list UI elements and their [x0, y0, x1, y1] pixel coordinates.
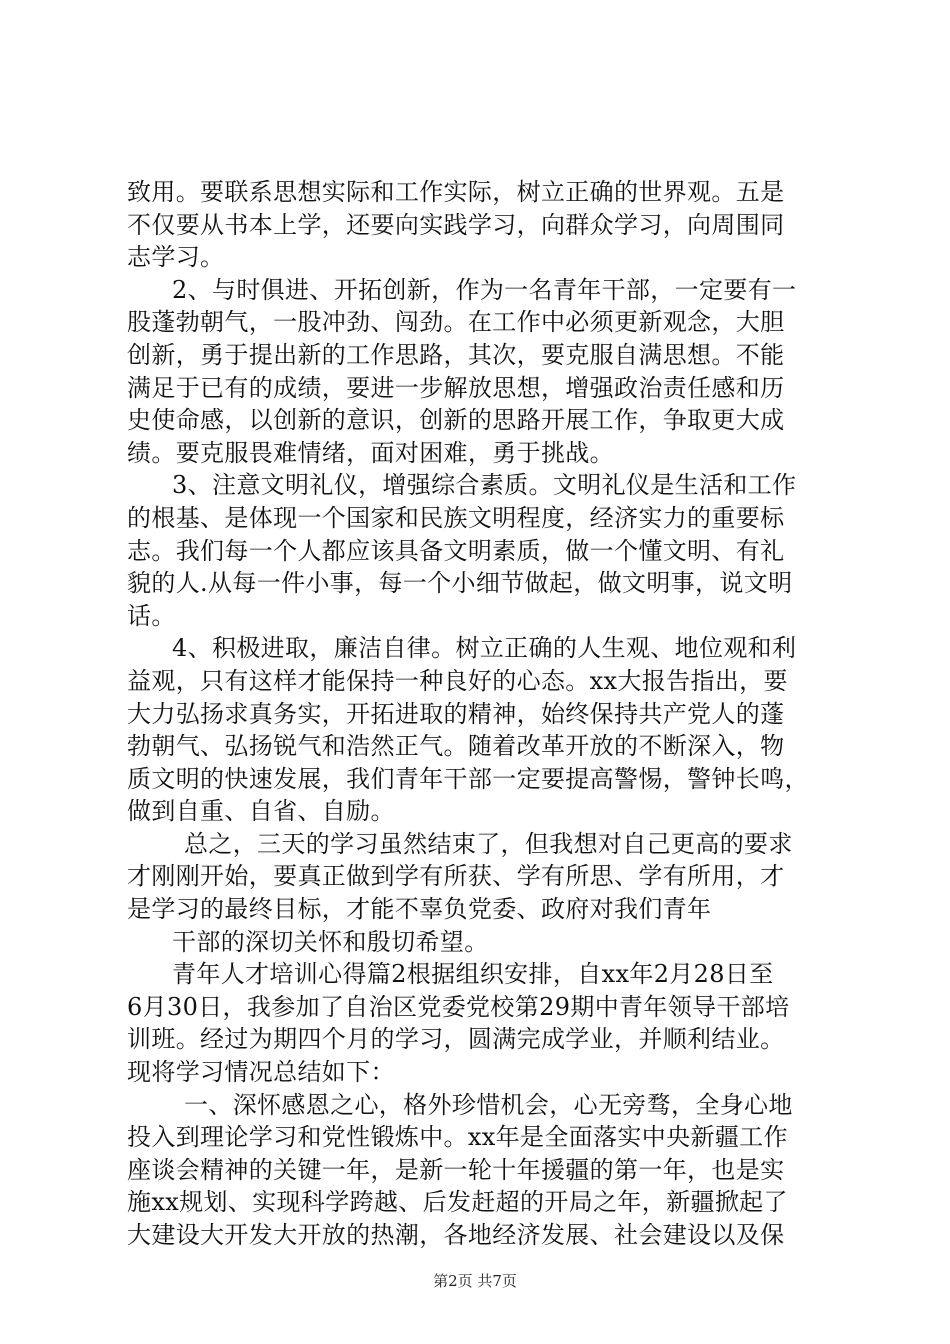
text-line: 训班。经过为期四个月的学习，圆满完成学业，并顺利结业。 — [127, 1025, 785, 1054]
text-line: 史使命感，以创新的意识，创新的思路开展工作，争取更大成 — [127, 406, 785, 435]
text-line: 创新，勇于提出新的工作思路，其次，要克服自满思想。不能 — [127, 340, 785, 369]
text-line: 才刚刚开始，要真正做到学有所获、学有所思、学有所用，才 — [127, 862, 785, 891]
text-line: 股蓬勃朝气，一股冲劲、闯劲。在工作中必须更新观念，大胆 — [127, 308, 785, 337]
text-line: 质文明的快速发展，我们青年干部一定要提高警惕，警钟长鸣， — [127, 764, 809, 793]
text-line: 座谈会精神的关键一年，是新一轮十年援疆的第一年，也是实 — [127, 1155, 785, 1184]
text-line: 致用。要联系思想实际和工作实际，树立正确的世界观。五是 — [127, 178, 785, 206]
text-line: 大建设大开发大开放的热潮，各地经济发展、社会建设以及保 — [127, 1221, 785, 1249]
text-line: 青年人才培训心得篇2根据组织安排，自xx年2月28日至 — [172, 960, 774, 989]
text-line: 一、深怀感恩之心，格外珍惜机会，心无旁骛，全身心地 — [184, 1090, 793, 1119]
text-line: 6月30日，我参加了自治区党委党校第29期中青年领导干部培 — [127, 992, 790, 1021]
text-line: 满足于已有的成绩，要进一步解放思想，增强政治责任感和历 — [127, 373, 785, 402]
text-line: 貌的人.从每一件小事，每一个小细节做起，做文明事，说文明 — [127, 569, 793, 598]
text-line: 志学习。 — [127, 243, 225, 272]
text-line: 是学习的最终目标，才能不辜负党委、政府对我们青年 — [127, 895, 712, 924]
text-line: 施xx规划、实现科学跨越、后发赶超的开局之年，新疆掀起了 — [127, 1188, 788, 1217]
text-line: 4、积极进取，廉洁自律。树立正确的人生观、地位观和利 — [172, 634, 797, 663]
text-line: 干部的深切关怀和殷切希望。 — [172, 927, 489, 956]
text-line: 大力弘扬求真务实，开拓进取的精神，始终保持共产党人的蓬 — [127, 699, 785, 728]
page-number-footer: 第2页 共7页 — [433, 1272, 517, 1290]
text-line: 勃朝气、弘扬锐气和浩然正气。随着改革开放的不断深入，物 — [127, 732, 785, 761]
document-body — [127, 176, 827, 1252]
text-line: 绩。要克服畏难情绪，面对困难，勇于挑战。 — [127, 438, 614, 467]
text-line: 不仅要从书本上学，还要向实践学习，向群众学习，向周围同 — [127, 210, 785, 239]
text-line: 的根基、是体现一个国家和民族文明程度，经济实力的重要标 — [127, 503, 785, 532]
text-line: 话。 — [127, 601, 176, 630]
text-line: 3、注意文明礼仪，增强综合素质。文明礼仪是生活和工作 — [172, 471, 797, 500]
text-line: 总之，三天的学习虽然结束了，但我想对自己更高的要求 — [184, 829, 793, 858]
text-line: 投入到理论学习和党性锻炼中。xx年是全面落实中央新疆工作 — [127, 1123, 788, 1152]
text-line: 2、与时俱进、开拓创新，作为一名青年干部，一定要有一 — [172, 275, 797, 304]
text-line: 做到自重、自省、自励。 — [127, 797, 395, 826]
text-line: 现将学习情况总结如下： — [127, 1058, 395, 1087]
text-line: 志。我们每一个人都应该具备文明素质，做一个懂文明、有礼 — [127, 536, 785, 565]
text-line: 益观，只有这样才能保持一种良好的心态。xx大报告指出，要 — [127, 666, 788, 695]
